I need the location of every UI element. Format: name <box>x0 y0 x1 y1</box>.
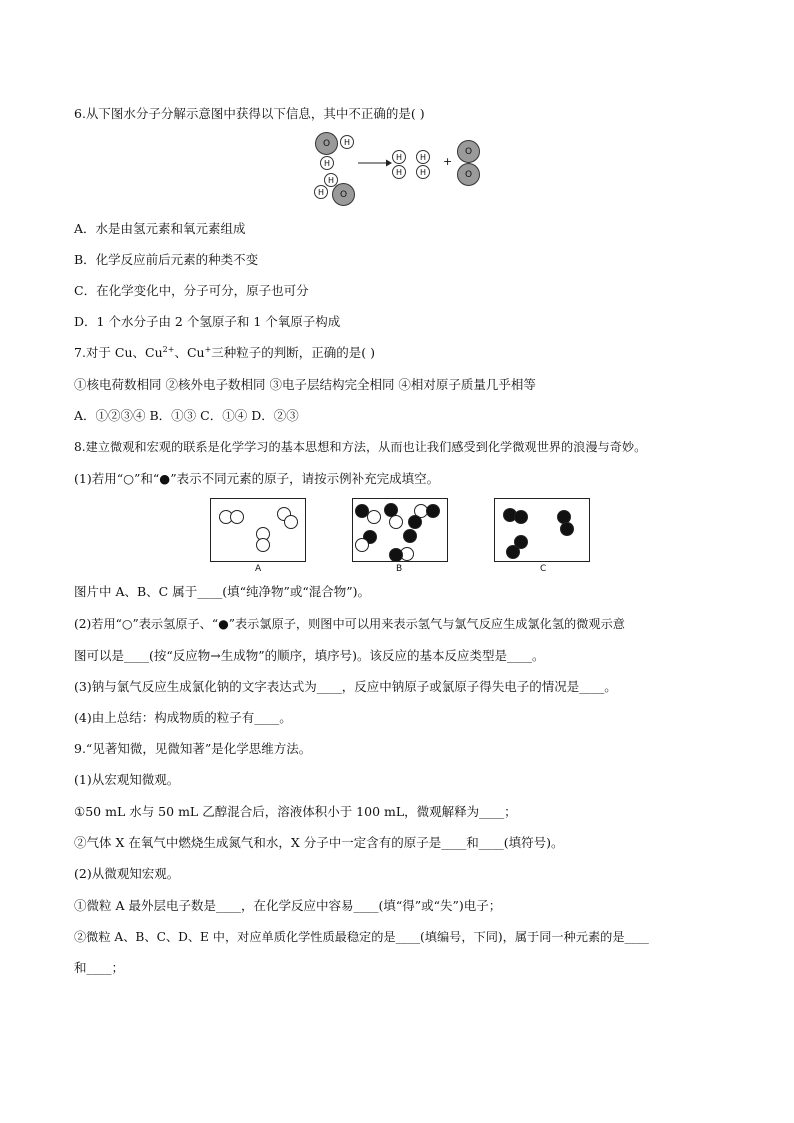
q8-part2-line2: 图可以是____(按“反应物→生成物”的顺序，填序号)。该反应的基本反应类型是____。 <box>74 648 545 663</box>
q7-stem: 7.对于 Cu、$Cu^{2+}$、Cu+三种粒子的判断，正确的是( ) <box>74 345 375 360</box>
hydrogen-atom: H <box>320 156 334 170</box>
figure-label-c: C <box>540 564 547 574</box>
q9-part2-a: ①微粒 A 最外层电子数是____，在化学反应中容易____(填“得”或“失”)电子； <box>74 898 502 913</box>
q6-option-c: C．在化学变化中，分子可分，原子也可分 <box>74 283 309 298</box>
q8-part2-line1: (2)若用“○”表示氢原子、“●”表示氯原子，则图中可以用来表示氢气与氯气反应生成氯化氢的微观示意 <box>74 617 625 631</box>
q9-part2-b-line2: 和____； <box>74 960 125 975</box>
q8-part1: (1)若用“○”和“●”表示不同元素的原子，请按示例补充完成填空。 <box>74 471 440 486</box>
white-atom <box>230 510 244 524</box>
q6-option-d: D．1 个水分子由 2 个氢原子和 1 个氧原子构成 <box>74 314 341 329</box>
black-atom <box>408 515 422 529</box>
white-atom <box>355 538 369 552</box>
oxygen-atom: O <box>315 132 338 155</box>
oxygen-atom: O <box>332 183 355 206</box>
hydrogen-atom: H <box>392 150 406 164</box>
water-decomposition-diagram <box>310 128 500 210</box>
q8-part4: (4)由上总结：构成物质的粒子有____。 <box>74 710 292 725</box>
figure-label-b: B <box>396 564 403 574</box>
white-atom <box>367 510 381 524</box>
q9-part1-a: ①50 mL 水与 50 mL 乙醇混合后，溶液体积小于 100 mL，微观解释为____； <box>74 804 517 819</box>
figure-box-c <box>494 498 590 562</box>
hydrogen-atom: H <box>416 150 430 164</box>
q8-stem: 8.建立微观和宏观的联系是化学学习的基本思想和方法，从而也让我们感受到化学微观世界的浪漫与奇妙。 <box>74 440 647 454</box>
hydrogen-atom: H <box>416 165 430 179</box>
figure-box-a <box>210 498 306 562</box>
q9-part1: (1)从宏观知微观。 <box>74 772 180 787</box>
figure-label-a: A <box>255 564 262 574</box>
q7-options: A．①②③④ B．①③ C．①④ D．②③ <box>74 408 299 423</box>
hydrogen-atom: H <box>314 185 328 199</box>
q8-part3: (3)钠与氯气反应生成氯化钠的文字表达式为____，反应中钠原子或氯原子得失电子的情况是____。 <box>74 679 617 694</box>
q9-stem: 9.“见著知微，见微知著”是化学思维方法。 <box>74 741 312 756</box>
black-atom <box>506 545 520 559</box>
figure-box-b <box>352 498 448 562</box>
hydrogen-atom: H <box>340 135 354 149</box>
q8-part1-blank: 图片中 A、B、C 属于____(填“纯净物”或“混合物”)。 <box>74 584 371 599</box>
plus-sign: + <box>443 155 453 168</box>
black-atom <box>514 510 528 524</box>
hydrogen-atom: H <box>392 165 406 179</box>
reaction-arrow-icon <box>358 158 392 168</box>
white-atom <box>256 538 270 552</box>
q7-statements: ①核电荷数相同 ②核外电子数相同 ③电子层结构完全相同 ④相对原子质量几乎相等 <box>74 377 536 392</box>
q9-part2: (2)从微观知宏观。 <box>74 866 180 881</box>
black-atom <box>389 548 403 562</box>
white-atom <box>284 515 298 529</box>
black-atom <box>560 522 574 536</box>
white-atom <box>389 515 403 529</box>
q6-option-a: A．水是由氢元素和氧元素组成 <box>74 221 246 236</box>
hydrogen-atom: H <box>324 173 338 187</box>
q6-stem: 6.从下图水分子分解示意图中获得以下信息，其中不正确的是( ) <box>74 106 425 121</box>
q6-option-b: B．化学反应前后元素的种类不变 <box>74 252 259 267</box>
q9-part1-b: ②气体 X 在氧气中燃烧生成氮气和水，X 分子中一定含有的原子是____和____(填符号)。 <box>74 835 564 850</box>
oxygen-atom: O <box>457 140 480 163</box>
black-atom <box>426 504 440 518</box>
black-atom <box>403 529 417 543</box>
q9-part2-b-line1: ②微粒 A、B、C、D、E 中，对应单质化学性质最稳定的是____(填编号，下同)，属于同一种元素的是____ <box>74 930 649 944</box>
oxygen-atom: O <box>457 163 480 186</box>
